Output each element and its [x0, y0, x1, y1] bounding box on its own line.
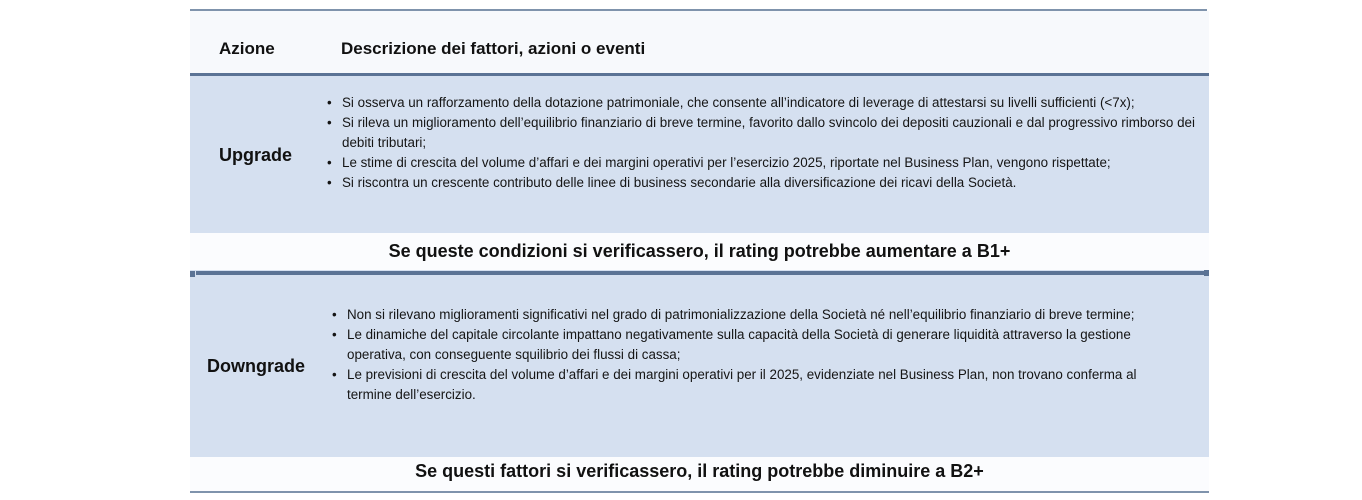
upgrade-result: [190, 233, 1209, 270]
downgrade-label: Downgrade: [207, 356, 306, 376]
upgrade-bullet: • Le stime di crescita del volume d’affari e dei margini operativi per l’esercizio 2025, riportate nel Business Plan, vengono rispettate;: [342, 153, 1202, 173]
upgrade-bullet-list: [342, 93, 1202, 193]
header-action: Azione: [219, 39, 275, 58]
upgrade-section: [190, 76, 1209, 233]
downgrade-bullet: • Non si rilevano miglioramenti significativi nel grado di patrimonializzazione della Società né nell’equilibrio finanziario di breve termine;: [347, 305, 1167, 325]
divider-cap-right: [1204, 270, 1209, 276]
upgrade-bullet: • Si riscontra un crescente contributo delle linee di business secondarie alla diversificazione dei ricavi della Società.: [342, 173, 1202, 193]
upgrade-bullet: • Si rileva un miglioramento dell’equilibrio finanziario di breve termine, favorito dallo svincolo dei depositi cauzionali e dal progressivo rimborso dei debiti tributari;: [342, 113, 1202, 153]
divider-line: [196, 271, 1209, 275]
rating-scenarios-table: [190, 9, 1209, 493]
header-description: Descrizione dei fattori, azioni o eventi: [341, 39, 646, 58]
table-header: [190, 11, 1209, 74]
upgrade-result-text: Se queste condizioni si verificassero, il rating potrebbe aumentare a B1+: [388, 241, 1011, 261]
upgrade-label: Upgrade: [219, 145, 293, 165]
downgrade-bullet-list: [347, 305, 1167, 405]
bottom-rule: [190, 491, 1209, 493]
upgrade-bullet: • Si osserva un rafforzamento della dotazione patrimoniale, che consente all’indicatore di leverage di attestarsi su livelli sufficienti (<7x);: [342, 93, 1202, 113]
downgrade-section: [190, 277, 1209, 457]
downgrade-bullet: • Le previsioni di crescita del volume d’affari e dei margini operativi per il 2025, evidenziate nel Business Plan, non trovano conferma al termine dell’esercizio.: [347, 365, 1167, 405]
downgrade-result-text: Se questi fattori si verificassero, il rating potrebbe diminuire a B2+: [415, 461, 984, 481]
section-divider: [190, 270, 1209, 277]
downgrade-result: [190, 457, 1209, 491]
downgrade-bullet: • Le dinamiche del capitale circolante impattano negativamente sulla capacità della Società di generare liquidità attraverso la gestione operativa, con conseguente squilibrio dei flussi di cassa;: [347, 325, 1167, 365]
